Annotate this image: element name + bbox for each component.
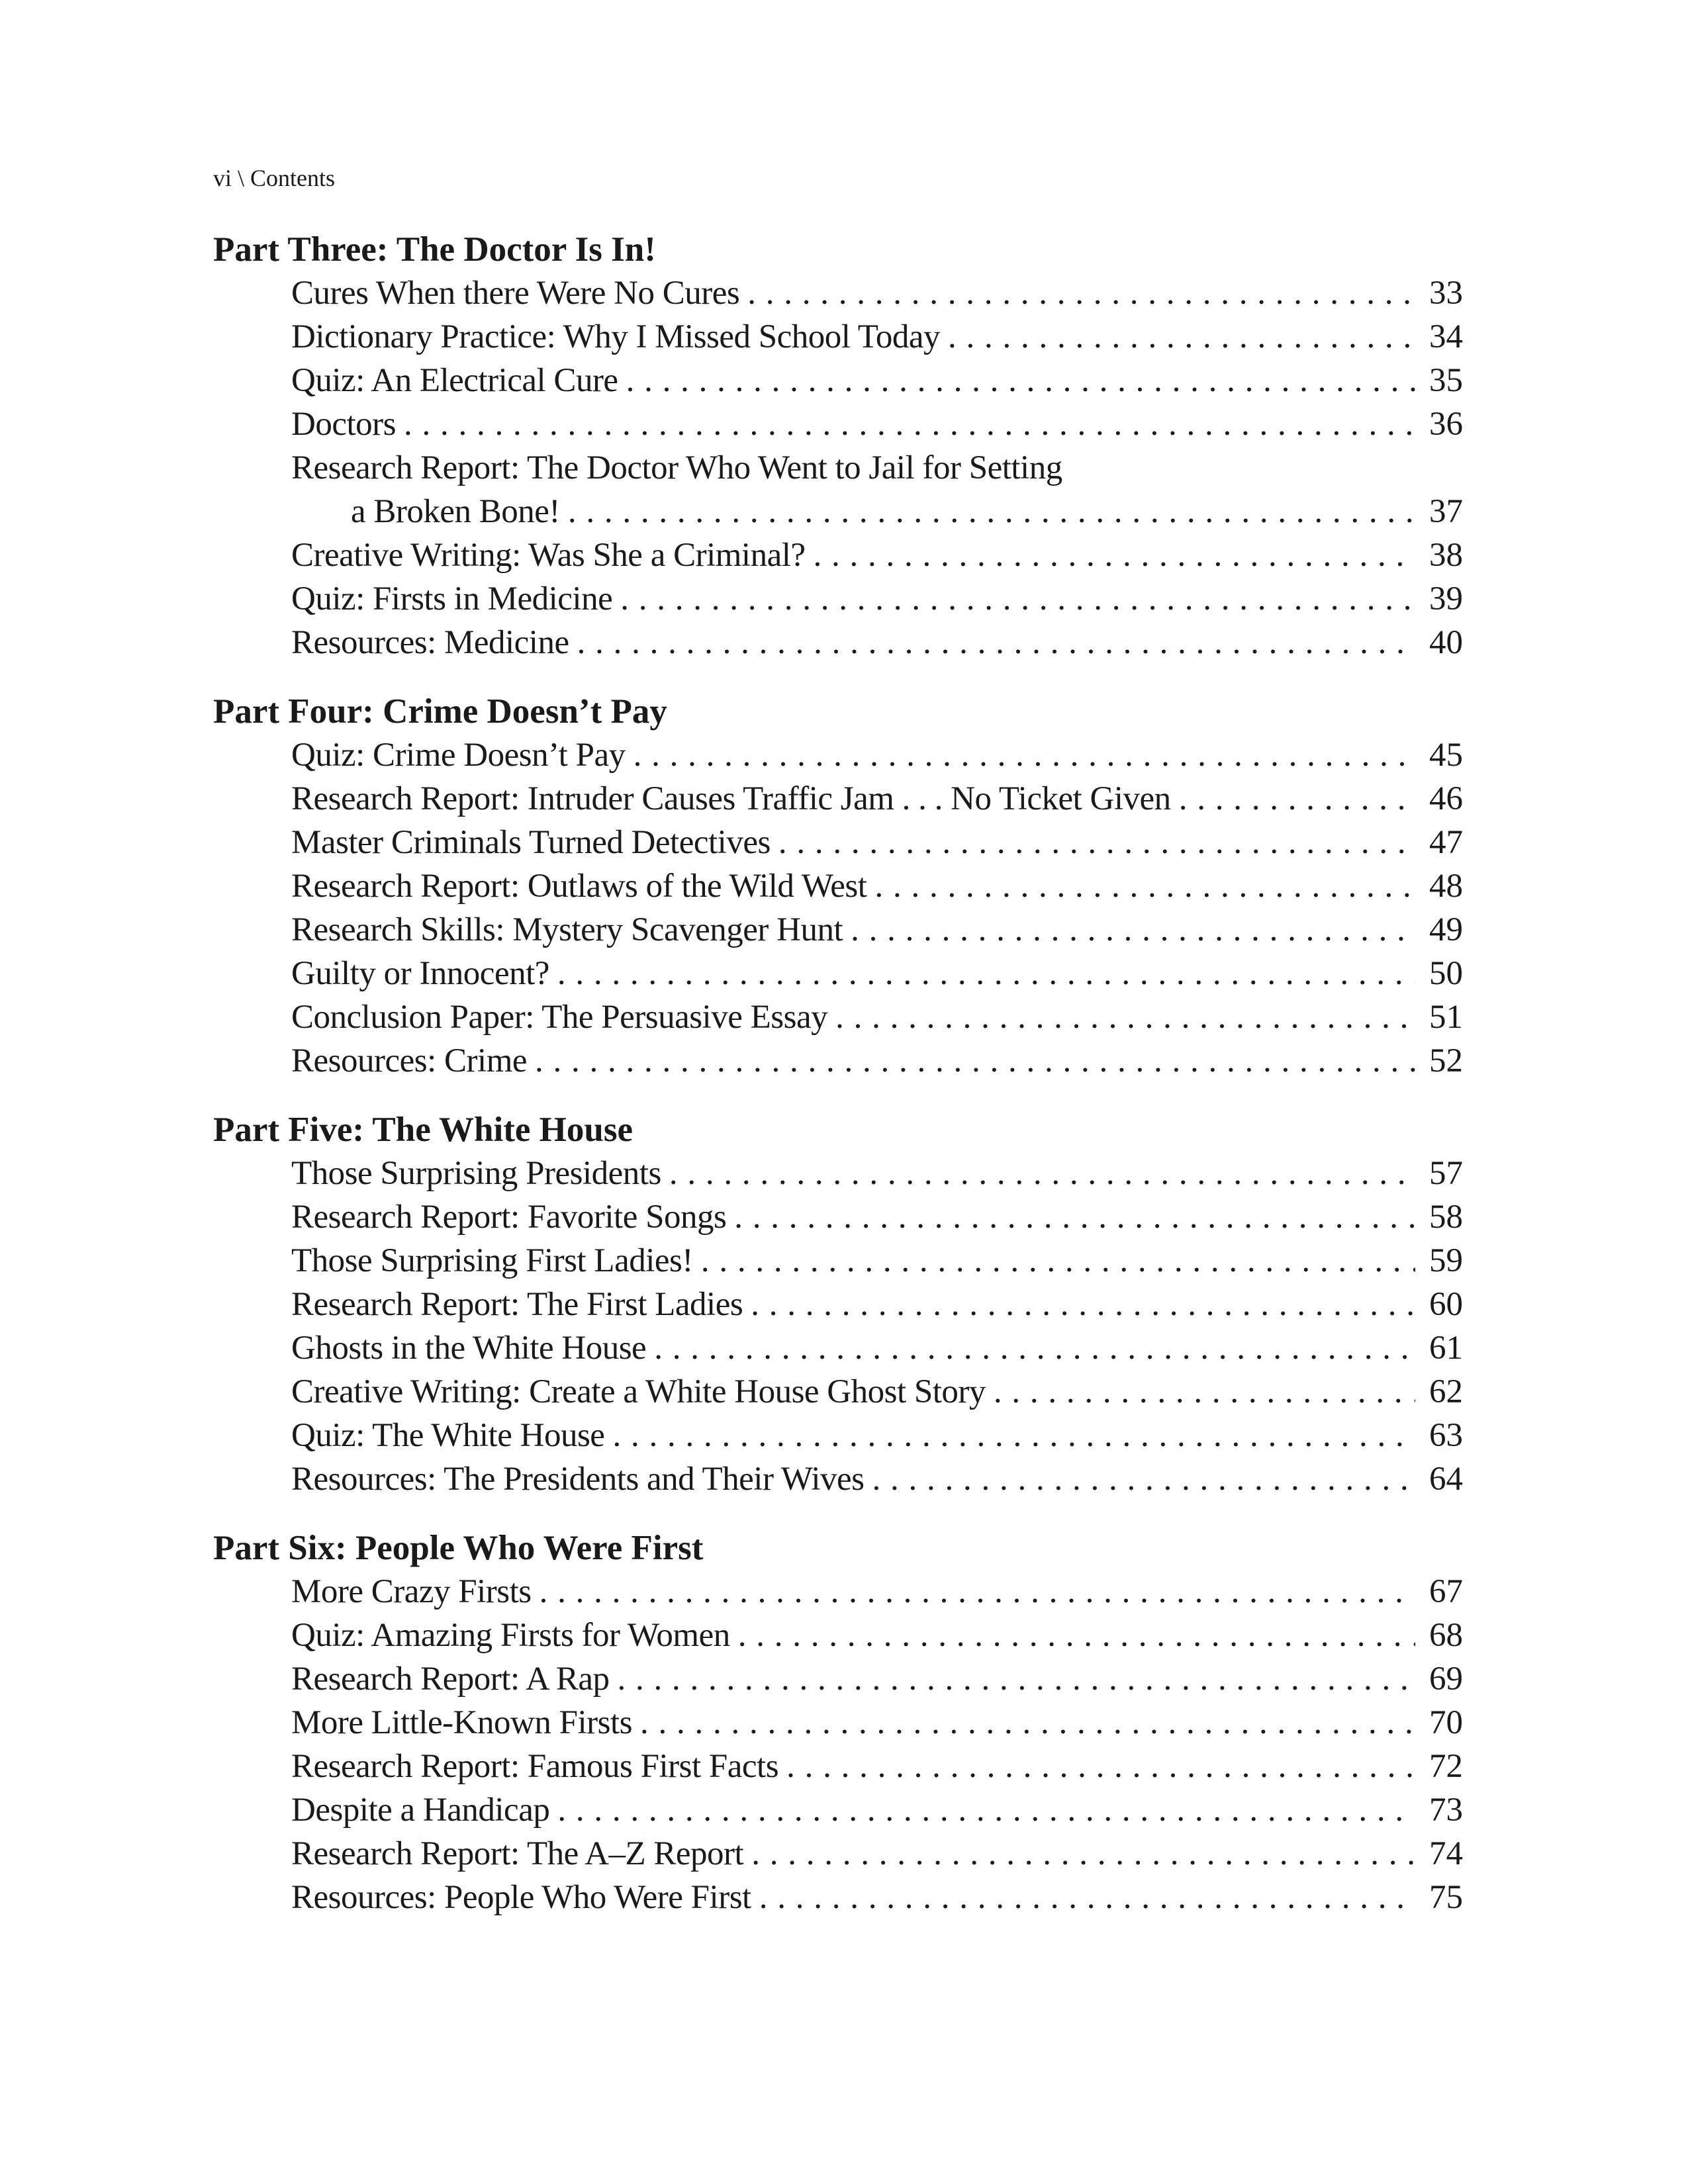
entry-title: Despite a Handicap [291,1792,550,1829]
entry-title: Quiz: Firsts in Medicine [291,580,613,617]
toc-entry[interactable] [213,952,1463,995]
entry-title: Those Surprising Presidents [291,1155,661,1192]
entry-title: Research Report: Intruder Causes Traffic Jam . . . No Ticket Given [291,780,1171,817]
toc-entry[interactable] [213,1876,1463,1919]
toc-section-part-four [213,690,1463,1083]
entry-title: Research Report: Famous First Facts [291,1748,779,1785]
entry-title: Quiz: An Electrical Cure [291,362,618,399]
dot-leader [701,1239,1415,1283]
toc-entry[interactable] [213,621,1463,664]
entry-page: 52 [1429,1042,1463,1079]
part-heading: Part Six: People Who Were First [213,1529,704,1567]
dot-leader [747,271,1415,315]
toc-entry[interactable] [213,1414,1463,1457]
dot-leader [994,1370,1415,1414]
part-heading: Part Three: The Doctor Is In! [213,230,656,269]
toc-entry[interactable] [213,1570,1463,1614]
entry-page: 61 [1429,1330,1463,1367]
dot-leader [557,952,1415,995]
entry-page: 35 [1429,362,1463,399]
dot-leader [640,1701,1415,1745]
toc-entry[interactable] [213,1239,1463,1283]
entry-title: Guilty or Innocent? [291,955,549,992]
toc-entry[interactable] [213,864,1463,908]
entry-page: 33 [1429,275,1463,312]
dot-leader [751,1832,1415,1876]
dot-leader [872,1457,1415,1501]
entry-page: 45 [1429,737,1463,774]
entry-title: Resources: People Who Were First [291,1879,751,1916]
entry-title: Research Report: The A–Z Report [291,1835,744,1872]
toc-entry[interactable] [213,1745,1463,1788]
entry-page: 39 [1429,580,1463,617]
entry-title: Research Report: The First Ladies [291,1286,743,1323]
entry-page: 57 [1429,1155,1463,1192]
dot-leader [612,1414,1415,1457]
toc-entry[interactable] [213,359,1463,402]
entry-page: 48 [1429,868,1463,905]
dot-leader [835,995,1415,1039]
entry-title: Research Report: A Rap [291,1661,610,1698]
entry-page: 63 [1429,1417,1463,1454]
toc-entry[interactable] [213,733,1463,777]
entry-title: Doctors [291,406,396,443]
entry-title: Cures When there Were No Cures [291,275,740,312]
dot-leader [620,577,1415,621]
entry-title-continuation: a Broken Bone! [351,493,560,530]
toc-entry[interactable] [213,1614,1463,1657]
entry-page: 46 [1429,780,1463,817]
entry-page: 51 [1429,999,1463,1036]
dot-leader [617,1657,1415,1701]
entry-page: 73 [1429,1792,1463,1829]
entry-page: 47 [1429,824,1463,861]
dot-leader [851,908,1415,952]
dot-leader [577,621,1415,664]
entry-page: 37 [1429,493,1463,530]
dot-leader [626,359,1415,402]
dot-leader [751,1283,1415,1326]
dot-leader [568,490,1415,533]
entry-page: 38 [1429,537,1463,574]
entry-title: Creative Writing: Create a White House Ghost Story [291,1373,986,1410]
toc-entry[interactable] [213,315,1463,359]
entry-page: 58 [1429,1199,1463,1236]
entry-page: 36 [1429,406,1463,443]
entry-page: 70 [1429,1704,1463,1741]
toc-entry[interactable] [213,1457,1463,1501]
dot-leader [948,315,1415,359]
entry-page: 50 [1429,955,1463,992]
table-of-contents [213,228,1463,1944]
toc-entry[interactable] [213,271,1463,315]
entry-page: 74 [1429,1835,1463,1872]
entry-title: Resources: Crime [291,1042,527,1079]
entry-title: Master Criminals Turned Detectives [291,824,771,861]
entry-title: Those Surprising First Ladies! [291,1242,693,1279]
toc-entry[interactable] [213,533,1463,577]
dot-leader [786,1745,1415,1788]
toc-entry-wrapped-title[interactable]: Research Report: The Doctor Who Went to Jail for Setting [291,449,1062,486]
entry-title: Resources: Medicine [291,624,569,661]
entry-page: 60 [1429,1286,1463,1323]
toc-entry[interactable] [213,577,1463,621]
toc-entry[interactable] [213,1832,1463,1876]
toc-entry[interactable] [213,995,1463,1039]
entry-title: Quiz: The White House [291,1417,605,1454]
entry-page: 64 [1429,1461,1463,1498]
dot-leader [654,1326,1415,1370]
entry-title: Conclusion Paper: The Persuasive Essay [291,999,828,1036]
entry-page: 67 [1429,1573,1463,1610]
toc-entry[interactable] [213,1326,1463,1370]
dot-leader [814,533,1415,577]
entry-title: More Crazy Firsts [291,1573,532,1610]
toc-entry-continuation[interactable] [213,490,1463,533]
toc-entry[interactable] [213,1195,1463,1239]
dot-leader [633,733,1415,777]
dot-leader [669,1152,1415,1195]
toc-entry[interactable] [213,1788,1463,1832]
toc-entry[interactable] [213,1152,1463,1195]
entry-page: 69 [1429,1661,1463,1698]
entry-title: Creative Writing: Was She a Criminal? [291,537,806,574]
dot-leader [738,1614,1415,1657]
toc-entry[interactable] [213,402,1463,446]
dot-leader [734,1195,1415,1239]
entry-title: Resources: The Presidents and Their Wives [291,1461,865,1498]
entry-page: 40 [1429,624,1463,661]
entry-title: More Little-Known Firsts [291,1704,632,1741]
toc-entry[interactable] [213,1283,1463,1326]
entry-title: Dictionary Practice: Why I Missed School Today [291,318,941,355]
dot-leader [778,821,1415,864]
entry-title: Quiz: Crime Doesn’t Pay [291,737,626,774]
dot-leader [874,864,1415,908]
toc-entry[interactable] [213,908,1463,952]
dot-leader [1179,777,1415,821]
entry-title: Research Report: Favorite Songs [291,1199,727,1236]
toc-section-part-five [213,1108,1463,1501]
toc-section-part-three [213,228,1463,664]
dot-leader [557,1788,1415,1832]
entry-page: 59 [1429,1242,1463,1279]
entry-page: 75 [1429,1879,1463,1916]
toc-entry[interactable] [213,777,1463,821]
entry-page: 49 [1429,911,1463,948]
entry-title: Research Skills: Mystery Scavenger Hunt [291,911,843,948]
entry-title: Quiz: Amazing Firsts for Women [291,1617,730,1654]
toc-entry[interactable] [213,1657,1463,1701]
entry-page: 72 [1429,1748,1463,1785]
toc-entry[interactable] [213,1701,1463,1745]
dot-leader [404,402,1415,446]
entry-page: 62 [1429,1373,1463,1410]
dot-leader [759,1876,1415,1919]
dot-leader [535,1039,1415,1083]
part-heading: Part Five: The White House [213,1111,633,1149]
entry-page: 68 [1429,1617,1463,1654]
toc-entry[interactable] [213,1370,1463,1414]
entry-page: 34 [1429,318,1463,355]
part-heading: Part Four: Crime Doesn’t Pay [213,692,667,731]
dot-leader [539,1570,1415,1614]
toc-entry[interactable] [213,821,1463,864]
running-head: vi \ Contents [213,165,336,191]
entry-title: Research Report: Outlaws of the Wild West [291,868,867,905]
toc-entry[interactable] [213,1039,1463,1083]
toc-section-part-six [213,1526,1463,1919]
entry-title: Ghosts in the White House [291,1330,647,1367]
